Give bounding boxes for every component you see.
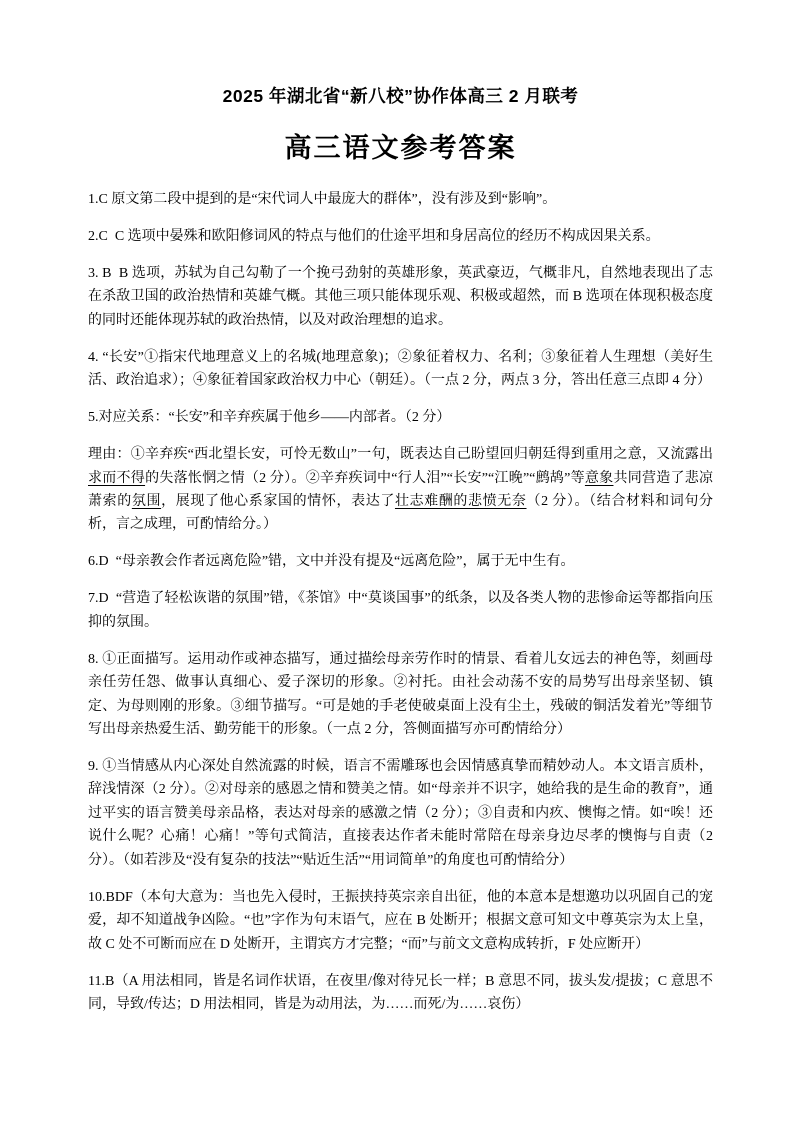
- underlined-text: 壮志难酬的悲愤无奈: [394, 494, 527, 510]
- answer-paragraph-q5: [88, 406, 713, 429]
- answer-paragraph-q7: [88, 587, 713, 634]
- text-segment: ，展现了他心系家国的情怀，表达了: [161, 494, 395, 510]
- answer-paragraph-q10: [88, 886, 713, 956]
- text-segment: 共同营造了悲凉萧索的: [88, 470, 714, 510]
- answer-paragraph-q4: [88, 346, 713, 393]
- text-segment: （2 分）。（结合材料和词句分析，言之成理，可酌情给分。）: [88, 494, 714, 533]
- answer-paragraph-q3: [88, 262, 713, 332]
- text-segment: 2.C C 选项中晏殊和欧阳修词风的特点与他们的仕途平坦和身居高位的经历不构成因果关系。: [88, 229, 660, 244]
- text-segment: 8. ①正面描写。运用动作或神态描写，通过描绘母亲劳作时的情景、看着儿女远去的神色等，刻画母亲任劳任怨、做事认真细心、爱子深切的形象。②衬托。由社会动荡不安的局势写出母亲坚韧、镇定、为母则刚的形象。③细节描写。“可是她的手老使破桌面上没有尘土，残破的铜活发着光”等细节写出母亲热爱生活、勤劳能干的形象。（一点 2 分，答侧面描写亦可酌情给分）: [88, 651, 713, 738]
- answer-paragraph-q9: [88, 755, 717, 872]
- text-segment: 3. B B 选项，苏轼为自己勾勒了一个挽弓劲射的英雄形象，英武豪迈，气概非凡，自然地表现出了志在杀敌卫国的政治热情和英雄气概。其他三项只能体现乐观、积极或超然，而 B 选项在体现积极态度的同时还能体现苏轼的政治热情，以及对政治理想的追求。: [88, 266, 713, 328]
- text-segment: 理由：①辛弃疾“西北望长安，可怜无数山”一句，既表达自己盼望回归朝廷得到重用之意，又流露出: [88, 447, 713, 463]
- text-segment: 1.C 原文第二段中提到的是“宋代词人中最庞大的群体”，没有涉及到“影响”。: [88, 192, 557, 207]
- underlined-text: 求而不得: [88, 470, 146, 486]
- text-segment: 7.D “营造了轻松诙谐的氛围”错，《茶馆》中“莫谈国事”的纸条，以及各类人物的悲惨命运等都指向压抑的氛围。: [88, 591, 713, 630]
- answer-paragraph-q5-reason: [88, 443, 713, 537]
- answer-paragraph-q11: [88, 970, 713, 1017]
- answers-list: [88, 188, 717, 1016]
- answer-paragraph-q1: [88, 188, 713, 211]
- underlined-text: 意象: [584, 470, 614, 486]
- text-segment: 6.D “母亲教会作者远离危险”错，文中并没有提及“远离危险”，属于无中生有。: [88, 554, 575, 570]
- underlined-text: 氛围: [131, 494, 162, 510]
- answer-paragraph-q8: [88, 648, 713, 742]
- text-segment: 5.对应关系：“长安”和辛弃疾属于他乡——内部者。（2 分）: [88, 410, 451, 426]
- answer-sheet-title: 高三语文参考答案: [284, 133, 517, 163]
- answer-paragraph-q6: [88, 550, 713, 573]
- text-segment: 11.B（A 用法相同，皆是名词作状语，在夜里/像对待兄长一样；B 意思不同，拔头发/提拔；C 意思不同，导致/传达；D 用法相同，皆是为动用法，为……而死/为……哀伤）: [88, 973, 713, 1012]
- text-segment: 9. ①当情感从内心深处自然流露的时候，语言不需雕琢也会因情感真挚而精妙动人。本文语言质朴，辞浅情深（2 分）。②对母亲的感恩之情和赞美之情。如“母亲并不识字，她给我的是生命的教育”，通过平实的语言赞美母亲品格，表达对母亲的感激之情（2 分）；③自责和内疚、懊悔之情。如“唉！还说什么呢？心痛！心痛！”等句式简洁，直接表达作者未能时常陪在母亲身边尽孝的懊悔与自责（2 分）。（如若涉及“没有复杂的技法”“贴近生活”“用词简单”的角度也可酌情给分）: [88, 759, 717, 868]
- answer-paragraph-q2: [88, 225, 713, 248]
- exam-title: 2025 年湖北省“新八校”协作体高三 2 月联考: [222, 86, 579, 106]
- text-segment: 4. “长安”①指宋代地理意义上的名城(地理意象)；②象征着权力、名利；③象征着人生理想（美好生活、政治追求）；④象征着国家政治权力中心（朝廷）。（一点 2 分，两点 3 分，答出任意三点即 4 分）: [88, 349, 713, 389]
- text-segment: 的失落怅惘之情（2 分）。②辛弃疾词中“行人泪”“长安”“江晚”“鹧鸪”等: [145, 470, 585, 486]
- text-segment: 10.BDF（本句大意为：当也先入侵时，王振挟持英宗亲自出征，他的本意本是想邀功以巩固自己的宠爱，却不知道战争凶险。“也”字作为句末语气，应在 B 处断开；根据文意可知文中尊英宗为太上皇，故 C 处不可断而应在 D 处断开，主谓宾方才完整；“而”与前文文意构成转折，F 处应断开）: [88, 889, 713, 952]
- page-header: [88, 86, 713, 164]
